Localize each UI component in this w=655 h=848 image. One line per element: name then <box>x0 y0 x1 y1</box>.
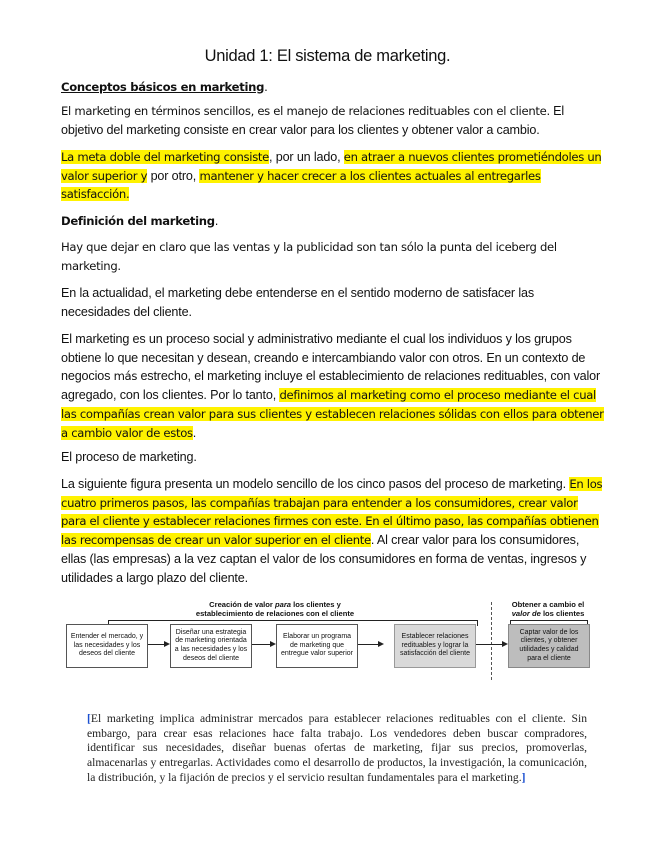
section-heading-conceptos: Conceptos básicos en marketing. <box>61 80 268 94</box>
paragraph-figura: La siguiente figura presenta un modelo sencillo de los cinco pasos del proceso de marketing. En los cuatro primeros pasos, las compañías trabajan para entender a los consumidores, crear valor para el cliente y establecer relaciones firmes con este. En el último paso, las compañías obtienen las recompensas de crear un valor superior en el cliente. Al crear valor para los consumidores, ellas (las empresas) a la vez captan el valor de los consumidores en forma de ventas, ingresos y utilidades a largo plazo del cliente. <box>61 477 603 585</box>
figure-header-right: Obtener a cambio el valor de los clientes <box>511 600 585 618</box>
page-title: Unidad 1: El sistema de marketing. <box>204 47 451 65</box>
process-step-4: Establecer relaciones redituables y lograr la satisfacción del cliente <box>394 624 476 668</box>
highlight-3: mantener y hacer crecer a los clientes actuales al entregarles satisfacción. <box>61 168 541 202</box>
figure-header-left: Creación de valor para los clientes y establecimiento de relaciones con el cliente <box>195 600 355 618</box>
quoted-excerpt: [El marketing implica administrar mercados para establecer relaciones redituables con el cliente. Sin embargo, para crear esas relaciones hace falta trabajo. Los vendedores deben buscar compradores, identificar sus necesidades, diseñar buenas ofertas de marketing, fijar sus precios, promoverlas, almacenarlas y entregarlas. Actividades como el desarrollo de productos, la investigación, la comunicación, la distribución, y la fijación de precios y el servicio resultan fundamentales para el marketing.] <box>87 712 587 784</box>
figure-divider <box>491 602 492 680</box>
arrow-3 <box>358 644 382 645</box>
process-step-1: Entender el mercado, y las necesidades y los deseos del cliente <box>66 624 148 668</box>
arrow-4 <box>476 644 506 645</box>
bold-sentence: El marketing en términos sencillos, es el manejo de relaciones redituables con el cliente. <box>61 104 550 118</box>
highlight-2: en atraer a nuevos clientes prometiéndoles un valor superior y <box>61 150 602 183</box>
highlight-cuatro-pasos: En los cuatro primeros pasos, las compañías trabajan para entender a los consumidores, crear valor para el cliente y establecer relaciones firmes con este. En el último paso, las compañías obtienen las recompensas de crear un valor superior en el cliente <box>61 477 603 548</box>
arrow-2 <box>252 644 274 645</box>
arrow-1 <box>148 644 168 645</box>
process-step-5: Captar valor de los clientes, y obtener utilidades y calidad para el cliente <box>508 624 590 668</box>
paragraph-definition: El marketing en términos sencillos, es el manejo de relaciones redituables con el cliente. El objetivo del marketing consiste en crear valor para los clientes y obtener valor a cambio. <box>61 104 565 137</box>
paragraph-iceberg: Hay que dejar en claro que las ventas y la publicidad son tan sólo la punta del iceberg del marketing. <box>61 240 557 273</box>
heading-text: Definición del marketing <box>61 214 215 228</box>
process-step-3: Elaborar un programa de marketing que entregue valor superior <box>276 624 358 668</box>
paragraph-actualidad: En la actualidad, el marketing debe entenderse en el sentido moderno de satisfacer las necesidades del cliente. <box>61 286 534 319</box>
section-heading-definicion: Definición del marketing. <box>61 214 219 228</box>
close-bracket: ] <box>521 770 526 784</box>
paragraph-proceso-marketing: El proceso de marketing. <box>61 450 197 464</box>
highlight-1: La meta doble del marketing consiste <box>61 150 270 164</box>
open-bracket: [ <box>87 712 91 725</box>
paragraph-proceso-social: El marketing es un proceso social y administrativo mediante el cual los individuos y los grupos obtiene lo que necesitan y desean, creando e intercambiando valor con otros. En un contexto de negocios más estrecho, el marketing incluye el establecimiento de relaciones redituables, con valor agregado, con los clientes. Por lo tanto, definimos al marketing como el proceso mediante el cual las compañías crean valor para sus clientes y establecen relaciones sólidas con ellos para obtener a cambio valor de estos. <box>61 332 604 440</box>
process-step-2: Diseñar una estrategia de marketing orientada a las necesidades y los deseos del cliente <box>170 624 252 668</box>
heading-text: Conceptos básicos en marketing <box>61 80 265 94</box>
paragraph-meta-doble: La meta doble del marketing consiste, por un lado, en atraer a nuevos clientes prometiéndoles un valor superior y por otro, mantener y hacer crecer a los clientes actuales al entregarles satisfacción. <box>61 150 602 202</box>
highlight-definition: definimos al marketing como el proceso mediante el cual las compañías crean valor para sus clientes y establecen relaciones sólidas con ellos para obtener a cambio valor de estos <box>61 388 604 440</box>
